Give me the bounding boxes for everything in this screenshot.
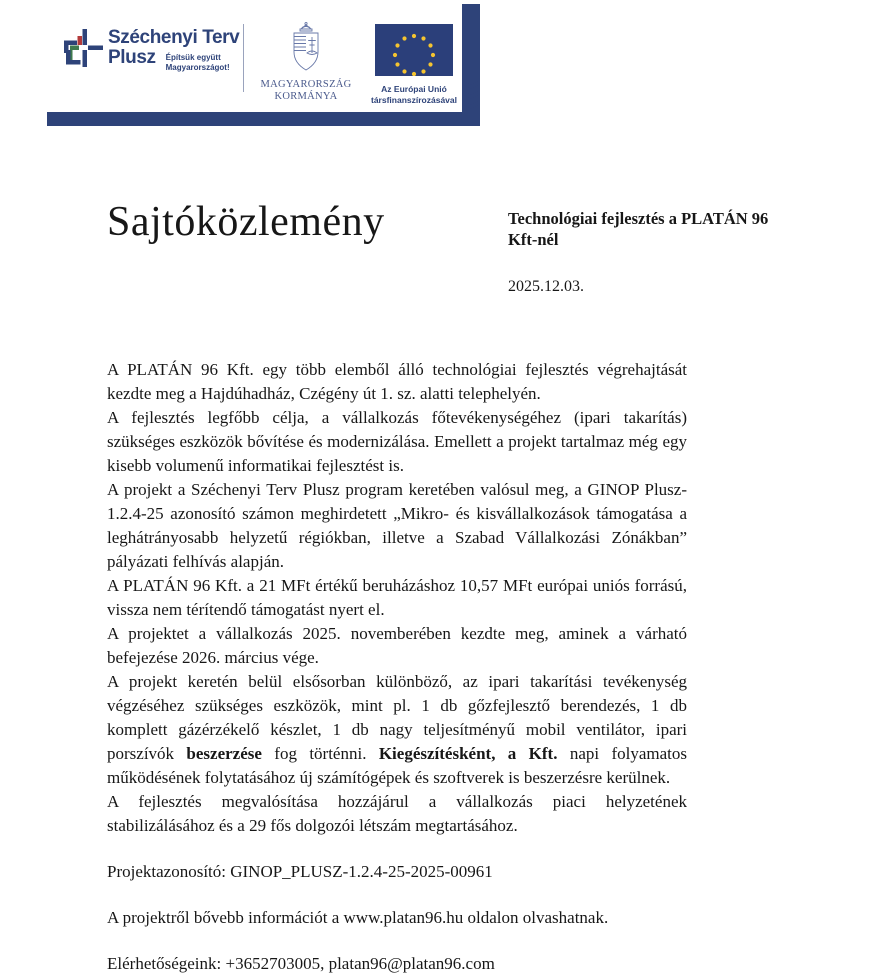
hungarian-coat-of-arms-icon	[287, 22, 325, 72]
szechenyi-plusz-cross-icon	[62, 28, 104, 70]
project-identifier: Projektazonosító: GINOP_PLUSZ-1.2.4-25-2025-00961	[107, 862, 493, 881]
european-union-flag-icon	[375, 24, 453, 76]
paragraph-1: A PLATÁN 96 Kft. egy több elemből álló technológiai fejlesztés végrehajtását kezdte meg a Hajdúhadház, Czégény út 1. sz. alatti telephelyén.	[107, 360, 687, 403]
sztp-line1: Széchenyi Terv	[108, 27, 240, 48]
paragraph-7: A fejlesztés megvalósítása hozzájárul a vállalkozás piaci helyzetének stabilizálásához és a 29 fős dolgozói létszám megtartásához.	[107, 792, 687, 835]
subtitle-block	[508, 208, 798, 296]
website-line: A projektről bővebb információt a www.platan96.hu oldalon olvashatnak.	[107, 908, 609, 927]
eu-text	[362, 84, 466, 106]
document-body	[107, 358, 687, 976]
decorative-horizontal-rule	[47, 112, 480, 126]
kormany-text	[258, 79, 354, 103]
paragraph-3: A projekt a Széchenyi Terv Plusz program keretében valósul meg, a GINOP Plusz-1.2.4-25 azonosító számon meghirdetett „Mikro- és kisvállalkozások támogatása a leghátrányosabb helyzetű régiókban, illetve a Szabad Vállalkozási Zónákban” pályázati felhívás alapján.	[107, 480, 687, 571]
paragraph-6	[107, 670, 687, 790]
paragraph-6-part-e: napi folyamatos működésének folytatásához új számítógépek és szoftverek is beszerzésre kerülnek.	[107, 744, 688, 787]
page-title: Sajtóközlemény	[107, 199, 385, 245]
sztp-tagline-2: Magyarországot!	[165, 63, 230, 72]
document-subtitle: Technológiai fejlesztés a PLATÁN 96 Kft-nél	[508, 209, 769, 249]
sztp-tagline-1: Építsük együtt	[165, 53, 221, 62]
szechenyi-terv-plusz-logo	[62, 26, 240, 88]
paragraph-5: A projektet a vállalkozás 2025. novemberében kezdte meg, aminek a várható befejezése 2026. március vége.	[107, 624, 687, 667]
kormany-line1: MAGYARORSZÁG	[260, 79, 352, 90]
contact-line: Elérhetőségeink: +3652703005, platan96@platan96.com	[107, 954, 495, 973]
title-row	[0, 198, 893, 308]
sztp-line2: Plusz	[108, 47, 156, 68]
logo-divider	[243, 24, 244, 92]
magyarorszag-kormanya-logo	[258, 22, 354, 103]
paragraph-2: A fejlesztés legfőbb célja, a vállalkozás főtevékenységéhez (ipari takarítás) szükséges eszközök bővítése és modernizálása. Emellett a projekt tartalmaz még egy kisebb volumenű informatikai fejlesztést is.	[107, 408, 687, 475]
paragraph-4: A PLATÁN 96 Kft. a 21 MFt értékű beruházáshoz 10,57 MFt európai uniós forrású, vissza nem térítendő támogatást nyert el.	[107, 576, 687, 619]
sztp-tagline	[166, 48, 230, 73]
decorative-vertical-rule	[462, 4, 480, 116]
eu-line2: társfinanszírozásával	[371, 95, 457, 105]
european-union-logo	[362, 24, 466, 106]
szechenyi-terv-plusz-wordmark	[108, 28, 238, 73]
header-logo-band	[0, 0, 893, 150]
kormany-line2: KORMÁNYA	[274, 91, 338, 102]
eu-line1: Az Európai Unió	[381, 84, 447, 94]
paragraph-6-part-a: A projekt keretén belül elsősorban különböző, az ipari takarítási tevékenység végzéséhez szükséges eszközök, mint pl. 1 db gőzfejlesztő berendezés, 1 db komplett gázérzékelő készlet, 1 db nagy teljesítményű mobil ventilátor, ipari porszívók	[107, 672, 687, 763]
paragraph-6-bold-kiegeszitesként: Kiegészítésként, a Kft.	[378, 744, 558, 763]
document-date: 2025.12.03.	[508, 278, 584, 295]
paragraph-6-bold-beszerzese: beszerzése	[186, 744, 262, 763]
paragraph-6-part-c: fog történni.	[261, 744, 379, 763]
